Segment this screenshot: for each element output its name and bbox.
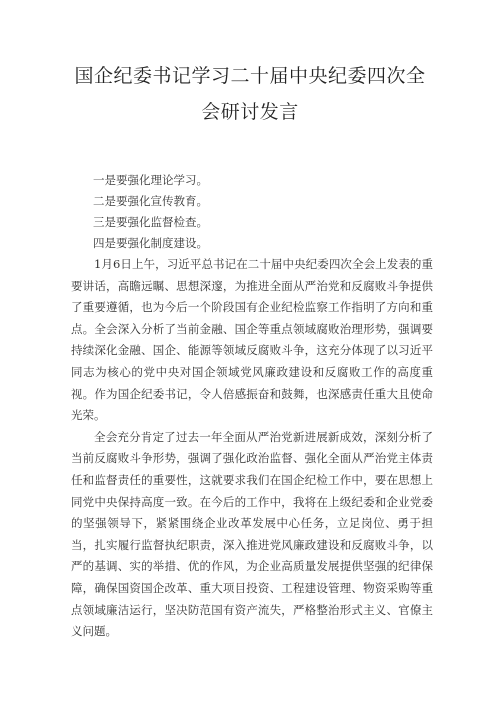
list-item: 二是要强化宣传教育。	[93, 194, 208, 208]
document-body	[71, 170, 433, 643]
paragraph: 全会充分肯定了过去一年全面从严治党新进展新成效，深刻分析了当前反腐败斗争形势，强调了强化政治监督、强化全面从严治党主体责任和监督责任的重要性，这就要求我们在国企纪检工作中，要在思想上同党中央保持高度一致。在今后的工作中，我将在上级纪委和企业党委的坚强领导下，紧紧围绕企业改革发展中心任务，立足岗位、勇于担当，扎实履行监督执纪职责，深入推进党风廉政建设和反腐败斗争，以严的基调、实的举措、优的作风，为企业高质量发展提供坚强的纪律保障，确保国资国企改革、重大项目投资、工程建设管理、物资采购等重点领域廉洁运行，坚决防范国有资产流失，严格整治形式主义、官僚主义问题。	[71, 429, 433, 639]
list-item: 四是要强化制度建设。	[93, 236, 208, 250]
document-title	[60, 58, 440, 130]
list-item: 三是要强化监督检查。	[93, 215, 208, 229]
document-title-line-1: 国企纪委书记学习二十届中央纪委四次全	[74, 65, 426, 87]
paragraph: 1月6日上午，习近平总书记在二十届中央纪委四次全会上发表的重要讲话，高瞻远瞩、思想深邃，为推进全面从严治党和反腐败斗争提供了重要遵循，也为今后一个阶段国有企业纪检监察工作指明了方向和重点。全会深入分析了当前金融、国企等重点领域腐败治理形势，强调要持续深化金融、国企、能源等领域反腐败斗争，这充分体现了以习近平同志为核心的党中央对国企领域党风廉政建设和反腐败工作的高度重视。作为国企纪委书记，令人倍感振奋和鼓舞，也深感责任重大且使命光荣。	[71, 257, 433, 423]
document-title-line-2: 会研讨发言	[201, 101, 299, 123]
list-item: 一是要强化理论学习。	[93, 173, 208, 187]
